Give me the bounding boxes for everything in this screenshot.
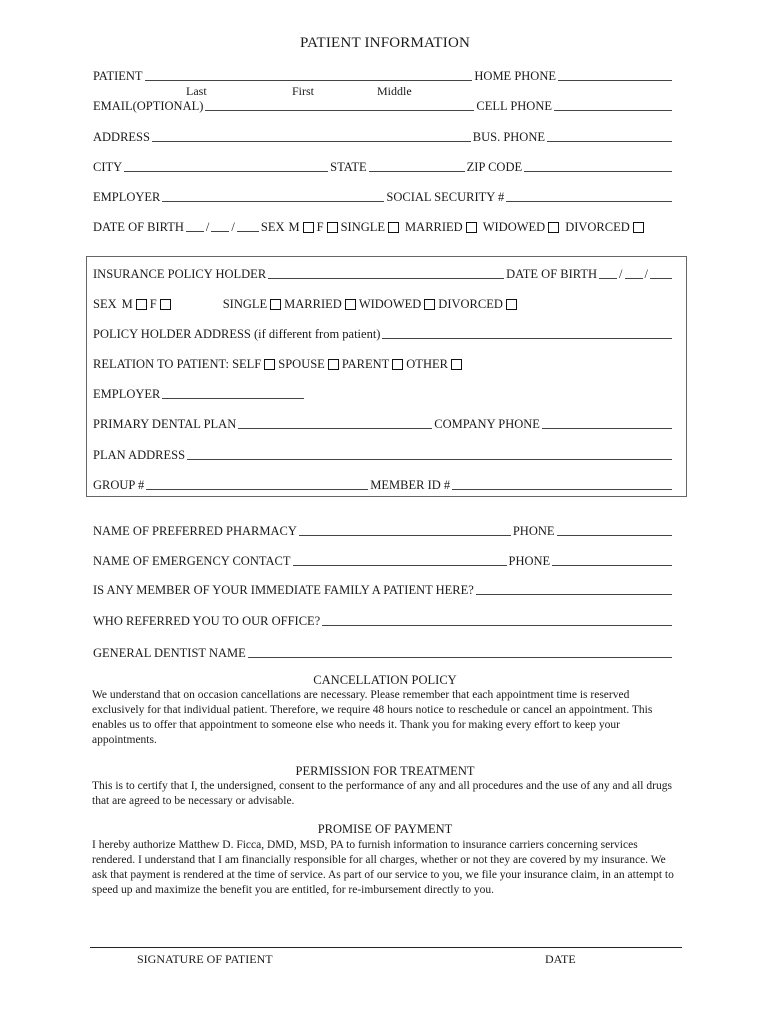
relation-other-checkbox[interactable]: [451, 359, 462, 370]
sex-label: SEX: [260, 220, 285, 234]
pharmacy-field[interactable]: [299, 535, 511, 536]
signature-label: SIGNATURE OF PATIENT: [137, 952, 273, 966]
plan-address-row: [93, 445, 674, 463]
bus-phone-label: BUS. PHONE: [472, 130, 545, 144]
holder-sex-m-checkbox[interactable]: [136, 299, 147, 310]
holder-single-checkbox[interactable]: [270, 299, 281, 310]
holder-address-field[interactable]: [382, 338, 672, 339]
holder-address-row: [93, 324, 674, 342]
widowed-label: WIDOWED: [482, 220, 546, 234]
relation-spouse-label: SPOUSE: [278, 357, 325, 371]
plan-address-label: PLAN ADDRESS: [93, 448, 186, 462]
pharmacy-phone-field[interactable]: [557, 535, 672, 536]
policy-holder-label: INSURANCE POLICY HOLDER: [93, 267, 267, 281]
employer-row: [93, 187, 674, 205]
emergency-contact-field[interactable]: [293, 565, 507, 566]
group-label: GROUP #: [93, 478, 145, 492]
relation-self-checkbox[interactable]: [264, 359, 275, 370]
employer-label: EMPLOYER: [93, 190, 161, 204]
email-label: EMAIL(OPTIONAL): [93, 99, 204, 113]
holder-sex-f-label: F: [149, 297, 157, 311]
dob-slash: /: [231, 220, 235, 234]
married-checkbox[interactable]: [466, 222, 477, 233]
relation-other-label: OTHER: [406, 357, 448, 371]
dob-day-field[interactable]: [211, 231, 229, 232]
referral-label: WHO REFERRED YOU TO OUR OFFICE?: [93, 614, 321, 628]
city-row: [93, 157, 674, 175]
holder-address-label: POLICY HOLDER ADDRESS (if different from patient): [93, 327, 381, 341]
payment-heading: PROMISE OF PAYMENT: [317, 822, 453, 836]
patient-name-row: [93, 66, 674, 84]
holder-sex-m-label: M: [121, 297, 133, 311]
dob-label: DATE OF BIRTH: [93, 220, 184, 234]
sex-m-checkbox[interactable]: [303, 222, 314, 233]
payment-text: I hereby authorize Matthew D. Ficca, DMD, MSD, PA to furnish information to insurance carriers concerning services rendered. I understand that I am financially responsible for all charges, whether or not they are covered by my insurance. We ask that payment is rendered at the time of service. As part of our service to you, we file your insurance claim, in an attempt to speed up and maximize the benefit you are entitled, for re-imbursement directly to you.: [92, 839, 674, 896]
relation-row: [93, 354, 674, 372]
sex-f-label: F: [316, 220, 324, 234]
holder-employer-field[interactable]: [162, 398, 304, 399]
member-id-field[interactable]: [452, 489, 672, 490]
zip-code-field[interactable]: [524, 171, 672, 172]
relation-self-label: RELATION TO PATIENT: SELF: [93, 357, 262, 371]
holder-employer-row: [93, 384, 674, 402]
holder-employer-label: EMPLOYER: [93, 387, 161, 401]
divorced-label: DIVORCED: [565, 220, 630, 234]
pharmacy-row: [93, 521, 674, 539]
last-name-caption: Last: [186, 84, 207, 98]
single-checkbox[interactable]: [388, 222, 399, 233]
dentist-row: [93, 643, 674, 661]
cancellation-heading: CANCELLATION POLICY: [313, 673, 457, 687]
widowed-checkbox[interactable]: [548, 222, 559, 233]
family-patient-row: [93, 580, 674, 598]
holder-single-label: SINGLE: [222, 297, 268, 311]
page-title: PATIENT INFORMATION: [299, 35, 471, 51]
divorced-checkbox[interactable]: [633, 222, 644, 233]
holder-divorced-checkbox[interactable]: [506, 299, 517, 310]
company-phone-field[interactable]: [542, 428, 672, 429]
referral-row: [93, 611, 674, 629]
holder-dob-slash: /: [619, 267, 623, 281]
home-phone-label: HOME PHONE: [474, 69, 556, 83]
dob-sex-marital-row: [93, 217, 674, 235]
address-field[interactable]: [152, 141, 471, 142]
dental-plan-label: PRIMARY DENTAL PLAN: [93, 417, 237, 431]
permission-heading: PERMISSION FOR TREATMENT: [295, 764, 475, 778]
holder-dob-slash: /: [644, 267, 648, 281]
address-row: [93, 127, 674, 145]
family-patient-label: IS ANY MEMBER OF YOUR IMMEDIATE FAMILY A PATIENT HERE?: [93, 583, 474, 597]
sex-m-label: M: [288, 220, 300, 234]
company-phone-label: COMPANY PHONE: [434, 417, 540, 431]
social-security-field[interactable]: [506, 201, 672, 202]
social-security-label: SOCIAL SECURITY #: [386, 190, 505, 204]
dob-year-field[interactable]: [237, 231, 259, 232]
plan-address-field[interactable]: [187, 459, 672, 460]
dental-plan-row: [93, 414, 674, 432]
referral-field[interactable]: [322, 625, 672, 626]
state-label: STATE: [330, 160, 367, 174]
employer-field[interactable]: [162, 201, 384, 202]
group-member-row: [93, 475, 674, 493]
address-label: ADDRESS: [93, 130, 150, 144]
emergency-phone-field[interactable]: [552, 565, 672, 566]
holder-widowed-checkbox[interactable]: [424, 299, 435, 310]
holder-sex-marital-row: [93, 294, 674, 312]
sex-f-checkbox[interactable]: [327, 222, 338, 233]
dob-slash: /: [205, 220, 210, 234]
cancellation-text: We understand that on occasion cancellations are necessary. Please remember that each appointment time is reserved exclusively for that individual patient. Therefore, we require 48 hours notice to reschedule or cancel an appointment. This enables us to offer that appointment to someone else who needs it. Thank you for making every effort to keep your appointments.: [92, 689, 653, 746]
pharmacy-label: NAME OF PREFERRED PHARMACY: [93, 524, 297, 538]
email-field[interactable]: [205, 110, 474, 111]
patient-name-field[interactable]: [145, 80, 473, 81]
pharmacy-phone-label: PHONE: [512, 524, 555, 538]
city-label: CITY: [93, 160, 123, 174]
group-field[interactable]: [146, 489, 368, 490]
holder-dob-day-field[interactable]: [625, 278, 643, 279]
first-name-caption: First: [292, 84, 315, 98]
state-field[interactable]: [369, 171, 465, 172]
date-label: DATE: [545, 952, 576, 966]
bus-phone-field[interactable]: [547, 141, 672, 142]
holder-dob-year-field[interactable]: [650, 278, 672, 279]
emergency-contact-row: [93, 551, 674, 569]
holder-sex-f-checkbox[interactable]: [160, 299, 171, 310]
holder-married-label: MARRIED: [284, 297, 342, 311]
dentist-label: GENERAL DENTIST NAME: [93, 646, 246, 660]
married-label: MARRIED: [405, 220, 463, 234]
holder-widowed-label: WIDOWED: [358, 297, 422, 311]
patient-label: PATIENT: [93, 69, 143, 83]
home-phone-field[interactable]: [558, 80, 672, 81]
permission-text: This is to certify that I, the undersigned, consent to the performance of any and all procedures and the use of any and all drugs that are agreed to be necessary or advisable.: [92, 780, 672, 807]
dental-plan-field[interactable]: [238, 428, 432, 429]
holder-sex-label: SEX: [93, 297, 117, 311]
relation-parent-checkbox[interactable]: [392, 359, 403, 370]
city-field[interactable]: [124, 171, 328, 172]
holder-dob-label: DATE OF BIRTH: [506, 267, 598, 281]
member-id-label: MEMBER ID #: [370, 478, 451, 492]
emergency-phone-label: PHONE: [508, 554, 551, 568]
email-row: [93, 96, 674, 114]
cell-phone-field[interactable]: [554, 110, 672, 111]
zip-code-label: ZIP CODE: [466, 160, 523, 174]
holder-married-checkbox[interactable]: [345, 299, 356, 310]
policy-holder-row: [93, 264, 674, 282]
dentist-field[interactable]: [248, 657, 672, 658]
single-label: SINGLE: [340, 220, 386, 234]
dob-month-field[interactable]: [186, 231, 204, 232]
holder-dob-month-field[interactable]: [599, 278, 617, 279]
cell-phone-label: CELL PHONE: [476, 99, 552, 113]
emergency-contact-label: NAME OF EMERGENCY CONTACT: [93, 554, 291, 568]
relation-parent-label: PARENT: [341, 357, 390, 371]
holder-divorced-label: DIVORCED: [438, 297, 503, 311]
policy-holder-field[interactable]: [268, 278, 504, 279]
family-patient-field[interactable]: [476, 594, 672, 595]
middle-name-caption: Middle: [377, 84, 412, 98]
signature-line[interactable]: [90, 947, 682, 948]
relation-spouse-checkbox[interactable]: [328, 359, 339, 370]
